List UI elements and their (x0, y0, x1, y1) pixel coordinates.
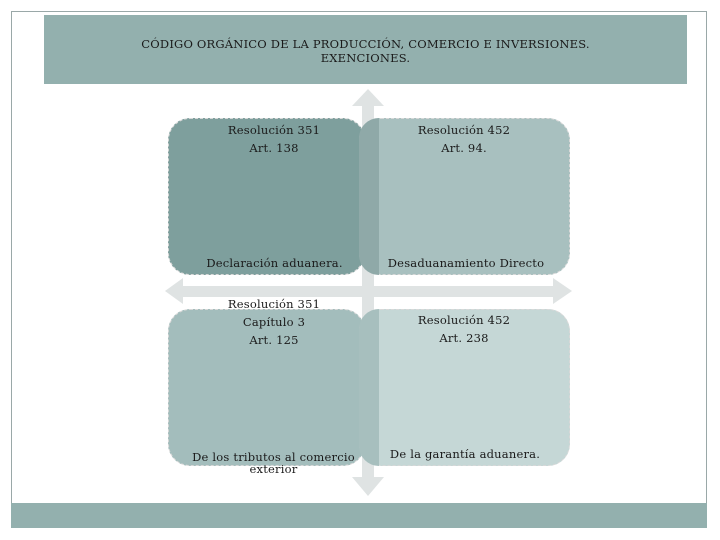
q1-bottom-label: Declaración aduanera. (206, 256, 343, 270)
q2-bottom-label: Desaduanamiento Directo (387, 256, 545, 270)
quadrant-overlap-bottom (359, 309, 379, 466)
q3-bottom-label: De los tributos al comercio exterior (192, 450, 355, 476)
footer-bar (11, 503, 707, 528)
q2-top-label: Resolución 452 Art. 94. (417, 123, 511, 155)
quadrant-overlap-top (359, 118, 379, 275)
q4-top-label: Resolución 452 Art. 238 (417, 313, 511, 345)
q1-top-label: Resolución 351 Art. 138 (227, 123, 321, 155)
left-arrow-icon (165, 278, 183, 304)
up-arrow-icon (352, 89, 384, 106)
q4-bottom-label: De la garantía aduanera. (389, 447, 541, 461)
slide-title: CÓDIGO ORGÁNICO DE LA PRODUCCIÓN, COMERCIO E INVERSIONES. EXENCIONES. (141, 37, 590, 65)
q3-top-label: Resolución 351 Capítulo 3 Art. 125 (227, 297, 321, 347)
down-arrow-icon (352, 477, 384, 496)
right-arrow-icon (553, 278, 572, 304)
